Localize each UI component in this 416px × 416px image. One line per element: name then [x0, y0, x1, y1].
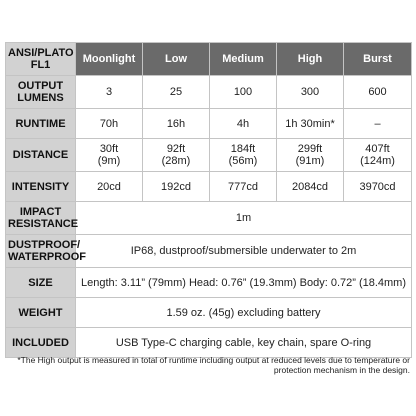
cell-runtime-low: 16h — [143, 109, 210, 139]
cell-distance-burst — [344, 139, 412, 172]
row-label-size: SIZE — [6, 268, 76, 298]
row-label-weight: WEIGHT — [6, 298, 76, 328]
row-included — [6, 328, 412, 358]
corner-label-line1: ANSI/PLATO — [8, 47, 74, 59]
row-output-lumens — [6, 76, 412, 109]
cell-runtime-medium: 4h — [210, 109, 277, 139]
cell-output-moonlight: 3 — [76, 76, 143, 109]
row-runtime — [6, 109, 412, 139]
row-label-impact-resistance — [6, 202, 79, 235]
distance-ft: 407ft — [365, 143, 390, 155]
cell-runtime-high: 1h 30min* — [277, 109, 344, 139]
spec-table-container — [5, 42, 411, 358]
distance-m: (28m) — [161, 155, 191, 167]
distance-m: (124m) — [360, 155, 395, 167]
cell-distance-moonlight — [76, 139, 143, 172]
distance-m: (91m) — [295, 155, 325, 167]
row-weight — [6, 298, 412, 328]
col-header-medium: Medium — [210, 43, 277, 76]
cell-impact-resistance: 1m — [76, 202, 412, 235]
cell-runtime-moonlight: 70h — [76, 109, 143, 139]
cell-output-burst: 600 — [344, 76, 412, 109]
spec-table — [5, 42, 412, 358]
row-label-output-lumens — [6, 76, 76, 109]
cell-intensity-high: 2084cd — [277, 172, 344, 202]
footnote: *The High output is measured in total of runtime including output at reduced levels due to temperature or protection mechanism in the design. — [17, 355, 410, 375]
corner-label — [6, 43, 76, 76]
row-size — [6, 268, 412, 298]
cell-intensity-low: 192cd — [143, 172, 210, 202]
row-label-runtime: RUNTIME — [6, 109, 76, 139]
row-label-line2: LUMENS — [17, 92, 64, 104]
row-distance — [6, 139, 412, 172]
row-label-line2: WATERPROOF — [8, 251, 87, 263]
col-header-burst: Burst — [344, 43, 412, 76]
header-row — [6, 43, 412, 76]
cell-size: Length: 3.11” (79mm) Head: 0.76” (19.3mm) Body: 0.72” (18.4mm) — [76, 268, 412, 298]
cell-distance-medium — [210, 139, 277, 172]
cell-distance-low — [143, 139, 210, 172]
row-label-line2: RESISTANCE — [8, 218, 79, 230]
row-label-line1: OUTPUT — [17, 80, 64, 92]
cell-distance-high — [277, 139, 344, 172]
cell-dustproof-waterproof: IP68, dustproof/submersible underwater to 2m — [76, 235, 412, 268]
row-dustproof-waterproof — [6, 235, 412, 268]
row-label-included: INCLUDED — [6, 328, 76, 358]
col-header-moonlight: Moonlight — [76, 43, 143, 76]
distance-m: (56m) — [228, 155, 258, 167]
corner-label-line2: FL1 — [30, 59, 51, 71]
distance-m: (9m) — [97, 155, 121, 167]
row-impact-resistance — [6, 202, 412, 235]
distance-ft: 184ft — [230, 143, 256, 155]
cell-intensity-moonlight: 20cd — [76, 172, 143, 202]
distance-ft: 299ft — [297, 143, 323, 155]
cell-output-high: 300 — [277, 76, 344, 109]
cell-intensity-burst: 3970cd — [344, 172, 412, 202]
cell-weight: 1.59 oz. (45g) excluding battery — [76, 298, 412, 328]
row-label-line1: IMPACT — [19, 206, 62, 218]
cell-output-medium: 100 — [210, 76, 277, 109]
row-label-intensity: INTENSITY — [6, 172, 76, 202]
cell-output-low: 25 — [143, 76, 210, 109]
cell-included: USB Type-C charging cable, key chain, spare O-ring — [76, 328, 412, 358]
distance-ft: 30ft — [99, 143, 119, 155]
row-label-line1: DUSTPROOF/ — [8, 239, 81, 251]
cell-intensity-medium: 777cd — [210, 172, 277, 202]
distance-ft: 92ft — [166, 143, 186, 155]
row-intensity — [6, 172, 412, 202]
row-label-dustproof-waterproof — [6, 235, 87, 268]
row-label-distance: DISTANCE — [6, 139, 76, 172]
col-header-high: High — [277, 43, 344, 76]
cell-runtime-burst: – — [344, 109, 412, 139]
col-header-low: Low — [143, 43, 210, 76]
